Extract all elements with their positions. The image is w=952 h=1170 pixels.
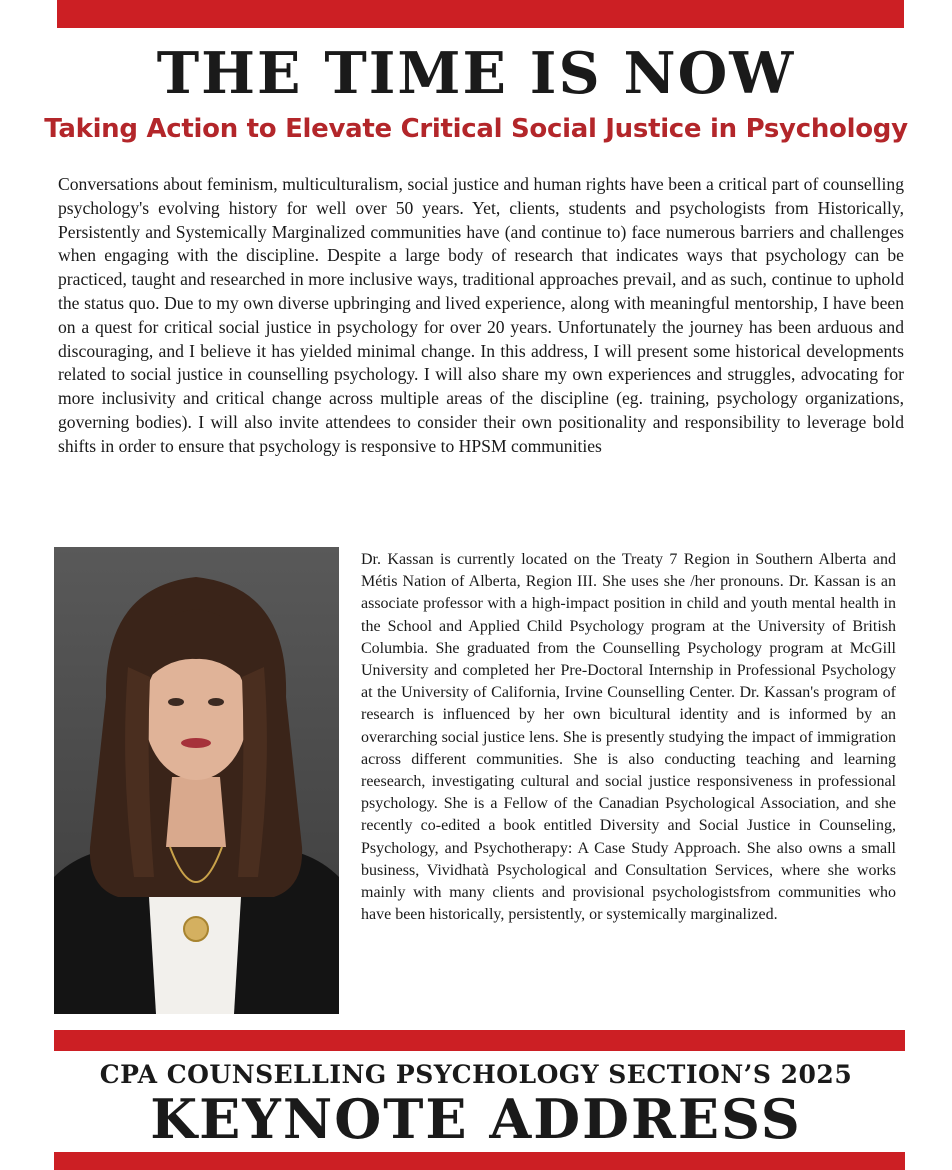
speaker-portrait xyxy=(54,547,339,1014)
speaker-bio: Dr. Kassan is currently located on the Treaty 7 Region in Southern Alberta and Métis Nation of Alberta, Region III. She uses she /her pronouns. Dr. Kassan is an associate professor with a high-impact position in child and youth mental health in the School and Applied Child Psychology program at the University of British Columbia. She graduated from the Counselling Psychology program at McGill University and completed her Pre-Doctoral Internship in Professional Psychology at the University of California, Irvine Counselling Center. Dr. Kassan's program of research is influenced by her own bicultural identity and is informed by an overarching social justice lens. She is presently studying the impact of immigration across different communities. She is also conducting teaching and learning reesearch, investigating cultural and social justice responsiveness in professional psychology. She is a Fellow of the Canadian Psychological Association, and she recently co-edited a book entitled Diversity and Social Justice in Counseling, Psychology, and Psychotherapy: A Case Study Approach. She also owns a small business, Vividhatà Psychological and Consultation Services, where she works mainly with many clients and provisional psychologistsfrom communities who have been historically, persistently, or systemically marginalized. xyxy=(361,551,896,924)
intro-paragraph: Conversations about feminism, multiculturalism, social justice and human rights have been a critical part of counselling psychology's evolving history for well over 50 years. Yet, clients, students and psychologists from Historically, Persistently and Systemically Marginalized communities have (and continue to) face numerous barriers and challenges when engaging with the discipline. Despite a large body of research that indicates ways that psychology can be practiced, taught and researched in more inclusive ways, traditional approaches prevail, and as such, continue to uphold the status quo. Due to my own diverse upbringing and lived experience, along with meaningful mentorship, I have been on a quest for critical social justice in psychology for over 20 years. Unfortunately the journey has been arduous and discouraging, and I believe it has yielded minimal change. In this address, I will present some historical developments related to social justice in counselling psychology. I will also share my own experiences and struggles, advocating for more inclusivity and critical change across multiple areas of the discipline (eg. training, psychology organizations, governing bodies). I will also invite attendees to consider their own positionality and responsibility to leverage bold shifts in order to ensure that psychology is responsive to HPSM communities xyxy=(58,174,904,456)
middle-red-bar xyxy=(54,1030,905,1051)
bottom-red-bar xyxy=(54,1152,905,1170)
keynote-heading: KEYNOTE ADDRESS xyxy=(150,1087,802,1151)
portrait-illustration xyxy=(54,547,339,1014)
page-subtitle: Taking Action to Elevate Critical Social Justice in Psychology xyxy=(44,114,908,144)
top-red-bar xyxy=(57,0,904,28)
event-section-title: CPA COUNSELLING PSYCHOLOGY SECTION’S 2025 xyxy=(99,1060,853,1089)
page-title: THE TIME IS NOW xyxy=(156,40,796,107)
